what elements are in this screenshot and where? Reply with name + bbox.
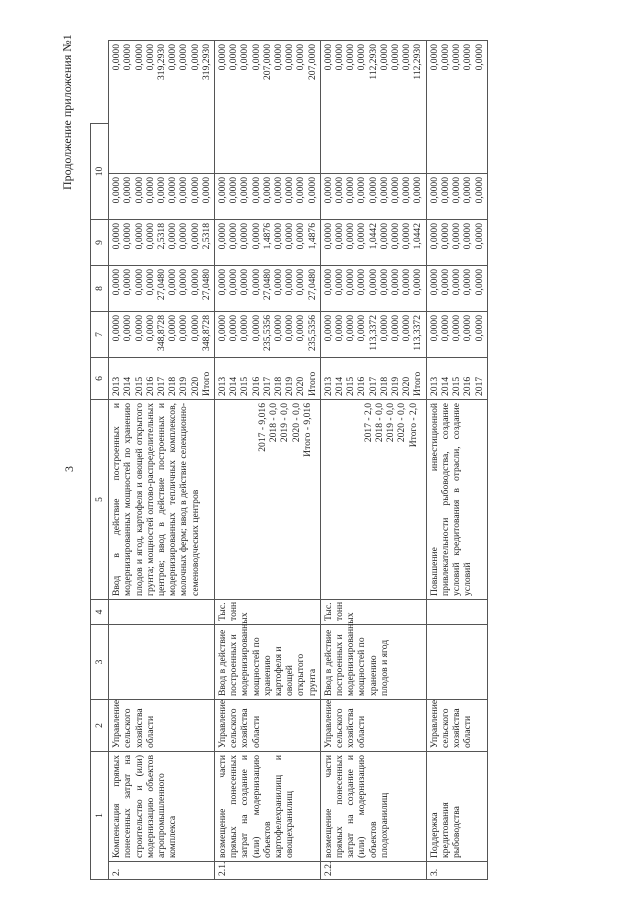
col8-values-value: 0,0000 — [122, 222, 134, 250]
col8-values-value: 2,5318 — [156, 222, 168, 250]
column-header: 8 — [91, 265, 109, 311]
col6-values-value: 235,5356 — [306, 314, 318, 351]
row-number: 2.1. — [215, 862, 321, 880]
col6-values-value: 348,8728 — [200, 314, 212, 351]
col9-values-value: 0,0000 — [122, 176, 134, 204]
col7-values-value: 0,0000 — [178, 268, 190, 296]
col7-values-value: 0,0000 — [111, 268, 123, 296]
column-header: 4 — [91, 599, 109, 624]
year-list-value: Итого — [412, 371, 424, 396]
year-list-value: 2018 — [273, 376, 285, 396]
column-header: 6 — [91, 357, 109, 399]
col6-values-value: 348,8728 — [156, 314, 168, 351]
col7-values-value: 0,0000 — [473, 268, 485, 296]
col7-values — [215, 265, 321, 311]
result-split-line: 2019 - 0,0 — [385, 402, 397, 443]
row-name: возмещение части прямых понесенных затрат на создание и (или) модернизацию объектов картофелехранилищ и овощехранилищ — [215, 751, 321, 861]
year-list — [426, 357, 487, 399]
result-text: Ввод в действие построенных и модернизированных мощностей по хранению плодов и ягод, картофеля и овощей открытого грунта; мощностей оптово-распределительных центров; ввод в действие построенных и модернизированных тепличных комплексов, молочных ферм; ввод в действие селекционно-семеноводческих центров — [111, 402, 201, 596]
row-executor: Управление сельского хозяйства области — [215, 699, 321, 751]
col9-values-value: 0,0000 — [178, 176, 190, 204]
year-list-value: 2014 — [334, 376, 346, 396]
year-list-value: 2017 — [261, 376, 273, 396]
result-split-line: Итого - 9,016 — [301, 402, 313, 457]
col10-values-value: 0,0000 — [428, 44, 440, 71]
row-executor: Управление сельского хозяйства области — [109, 699, 215, 751]
col6-values-value: 0,0000 — [239, 314, 251, 342]
col10-values-value: 0,0000 — [378, 44, 390, 71]
col9-values-value: 0,0000 — [250, 176, 262, 204]
col7-values-value: 27,0480 — [261, 268, 273, 301]
result-split-line: 2020 - 0,0 — [396, 402, 408, 443]
col9-values-value: 0,0000 — [390, 176, 402, 204]
year-list — [320, 357, 426, 399]
col6-values-value: 0,0000 — [401, 314, 413, 342]
row-unit: Тыс. тонн — [215, 599, 321, 624]
col8-values-value: 0,0000 — [473, 222, 485, 250]
year-list-value: Итого — [200, 371, 212, 396]
col8-values-value: 0,0000 — [217, 222, 229, 250]
col8-values-value: 2,5318 — [200, 222, 212, 250]
col7-values-value: 0,0000 — [356, 268, 368, 296]
col9-values-value: 0,0000 — [473, 176, 485, 204]
col6-values-value: 0,0000 — [284, 314, 296, 342]
col6-values-value: 113,3372 — [412, 314, 424, 351]
col8-values-value: 1,4876 — [306, 222, 318, 250]
col6-values-value: 0,0000 — [122, 314, 134, 342]
col10-values-value: 0,0000 — [356, 44, 368, 71]
col8-values-value: 0,0000 — [428, 222, 440, 250]
col9-values-value: 0,0000 — [239, 176, 251, 204]
row-unit — [426, 599, 487, 624]
col8-values-value: 0,0000 — [345, 222, 357, 250]
col7-values-value: 27,0480 — [306, 268, 318, 301]
col7-values-value: 0,0000 — [228, 268, 240, 296]
year-list-value: 2017 — [367, 376, 379, 396]
col6-values-value: 0,0000 — [428, 314, 440, 342]
table-row — [320, 41, 426, 880]
col10-values-value: 0,0000 — [451, 44, 463, 71]
col9-values-value: 0,0000 — [439, 176, 451, 204]
col10-values-value: 207,0000 — [261, 44, 273, 80]
col7-values-value: 0,0000 — [284, 268, 296, 296]
year-list-value: 2015 — [345, 376, 357, 396]
year-list-value: 2017 — [156, 376, 168, 396]
row-name: Поддержка кредитования рыбоводства — [426, 751, 487, 861]
col9-values-value: 0,0000 — [356, 176, 368, 204]
column-header: 3 — [91, 624, 109, 699]
year-list-value: 2016 — [356, 376, 368, 396]
col8-values — [320, 219, 426, 265]
row-number: 2. — [109, 862, 215, 880]
year-list-value: 2017 — [473, 376, 485, 396]
page-number: 3 — [62, 466, 76, 472]
col9-values-value: 0,0000 — [133, 176, 145, 204]
col7-values-value: 0,0000 — [367, 268, 379, 296]
col8-values-value: 0,0000 — [133, 222, 145, 250]
appendix-heading: Продолжение приложения №1 — [60, 34, 74, 190]
col10-values-value: 0,0000 — [167, 44, 179, 71]
column-header: 1 — [91, 751, 109, 879]
rotated-content — [60, 34, 620, 880]
col9-values-value: 0,0000 — [273, 176, 285, 204]
year-list-value: 2016 — [250, 376, 262, 396]
year-list-value: 2019 — [284, 376, 296, 396]
col8-values-value: 0,0000 — [390, 222, 402, 250]
col7-values-value: 0,0000 — [189, 268, 201, 296]
col7-values-value: 0,0000 — [144, 268, 156, 296]
col8-values-value: 1,0442 — [367, 222, 379, 250]
col10-values-value: 0,0000 — [401, 44, 413, 71]
col8-values-value: 0,0000 — [189, 222, 201, 250]
col10-values-value: 0,0000 — [439, 44, 451, 71]
year-list-value: 2014 — [439, 376, 451, 396]
col9-values — [215, 173, 321, 219]
col6-values-value: 0,0000 — [217, 314, 229, 342]
col10-values-value: 0,0000 — [217, 44, 229, 71]
col8-values-value: 0,0000 — [356, 222, 368, 250]
col8-values-value: 0,0000 — [462, 222, 474, 250]
col9-values-value: 0,0000 — [451, 176, 463, 204]
col10-values-value: 0,0000 — [228, 44, 240, 71]
col7-values — [426, 265, 487, 311]
col6-values-value: 0,0000 — [322, 314, 334, 342]
result-split-line: Итого - 2,0 — [407, 402, 419, 448]
year-list-value: 2019 — [178, 376, 190, 396]
col9-values-value: 0,0000 — [345, 176, 357, 204]
table-body — [109, 41, 488, 880]
col10-values-value: 319,2930 — [156, 44, 168, 80]
col7-values-value: 0,0000 — [167, 268, 179, 296]
col8-values-value: 0,0000 — [378, 222, 390, 250]
col7-values-value: 0,0000 — [428, 268, 440, 296]
col7-values-value: 0,0000 — [322, 268, 334, 296]
col8-values — [109, 219, 215, 265]
year-list-value: 2013 — [428, 376, 440, 396]
result-split-line: 2018 - 0,0 — [374, 402, 386, 443]
col7-values-value: 0,0000 — [401, 268, 413, 296]
year-list — [109, 357, 215, 399]
col9-values-value: 0,0000 — [167, 176, 179, 204]
row-number: 3. — [426, 862, 487, 880]
col6-values-value: 0,0000 — [345, 314, 357, 342]
row-unit — [109, 599, 215, 624]
row-indicator: Ввод в действие построенных и модернизированных мощностей по хранению картофеля и овощей открытого грунта — [215, 624, 321, 699]
year-list-value: 2018 — [378, 376, 390, 396]
col8-values-value: 0,0000 — [401, 222, 413, 250]
col7-values-value: 0,0000 — [412, 268, 424, 296]
year-list-value: Итого — [306, 371, 318, 396]
col10-values-value: 0,0000 — [178, 44, 190, 71]
year-list-value: 2013 — [322, 376, 334, 396]
year-list-value: 2013 — [111, 376, 123, 396]
col9-values-value: 0,0000 — [412, 176, 424, 204]
col8-values-value: 1,4876 — [261, 222, 273, 250]
year-list-value: 2014 — [122, 376, 134, 396]
result-split-line: 2019 - 0,0 — [279, 402, 291, 443]
col9-values-value: 0,0000 — [334, 176, 346, 204]
result-split-line: 2017 - 9,016 — [257, 402, 269, 452]
col6-values-value: 0,0000 — [228, 314, 240, 342]
col8-values-value: 0,0000 — [167, 222, 179, 250]
col10-values-value: 0,0000 — [239, 44, 251, 71]
col9-values-value: 0,0000 — [401, 176, 413, 204]
col8-values-value: 0,0000 — [250, 222, 262, 250]
col6-values-value: 0,0000 — [390, 314, 402, 342]
col7-values-value: 0,0000 — [451, 268, 463, 296]
col7-values-value: 27,0480 — [200, 268, 212, 301]
col8-values-value: 0,0000 — [334, 222, 346, 250]
col6-values-value: 0,0000 — [451, 314, 463, 342]
col10-values-value: 112,2930 — [412, 44, 424, 80]
row-name: возмещение части прямых понесенных затрат на создание и (или) модернизацию объектов плодохранилищ — [320, 751, 426, 861]
col7-values-value: 0,0000 — [462, 268, 474, 296]
year-list-value: 2013 — [217, 376, 229, 396]
col9-values-value: 0,0000 — [462, 176, 474, 204]
year-list-value: 2016 — [144, 376, 156, 396]
col9-values — [426, 173, 487, 219]
col10-values-value: 319,2930 — [200, 44, 212, 80]
row-indicator — [109, 624, 215, 699]
col7-values-value: 0,0000 — [250, 268, 262, 296]
col10-values — [109, 41, 215, 174]
row-name: Компенсация прямых понесенных затрат на строительство и (или) модернизацию объектов агропромышленного комплекса — [109, 751, 215, 861]
col10-values-value: 0,0000 — [334, 44, 346, 71]
year-list-value: 2016 — [462, 376, 474, 396]
table-row — [109, 41, 215, 880]
col8-values-value: 0,0000 — [111, 222, 123, 250]
year-list-value: 2015 — [451, 376, 463, 396]
col10-values — [426, 41, 487, 174]
program-table — [90, 40, 488, 880]
col8-values-value: 1,0442 — [412, 222, 424, 250]
col8-values — [215, 219, 321, 265]
col7-values-value: 0,0000 — [295, 268, 307, 296]
column-header: 10 — [91, 123, 109, 219]
col6-values-value: 0,0000 — [133, 314, 145, 342]
col7-values — [320, 265, 426, 311]
row-result — [320, 399, 426, 599]
col6-values — [215, 311, 321, 357]
year-list-value: 2020 — [189, 376, 201, 396]
table-row — [426, 41, 487, 880]
row-indicator — [426, 624, 487, 699]
result-text: Повышение инвестиционной привлекательности рыбоводства, создание условий кредитования в отрасли, создание условий — [428, 402, 474, 596]
col9-values-value: 0,0000 — [295, 176, 307, 204]
column-header: 5 — [91, 399, 109, 599]
col6-values-value: 235,5356 — [261, 314, 273, 351]
col10-values-value: 0,0000 — [390, 44, 402, 71]
col9-values-value: 0,0000 — [428, 176, 440, 204]
col8-values-value: 0,0000 — [144, 222, 156, 250]
col10-values — [215, 41, 321, 174]
col10-values-value: 0,0000 — [284, 44, 296, 71]
col7-values-value: 0,0000 — [122, 268, 134, 296]
col9-values-value: 0,0000 — [228, 176, 240, 204]
col6-values-value: 0,0000 — [111, 314, 123, 342]
col10-values — [320, 41, 426, 174]
col9-values-value: 0,0000 — [156, 176, 168, 204]
column-number-row — [91, 41, 109, 880]
col6-values-value: 113,3372 — [367, 314, 379, 351]
year-list-value: 2020 — [401, 376, 413, 396]
row-unit: Тыс. тонн — [320, 599, 426, 624]
col7-values-value: 0,0000 — [334, 268, 346, 296]
year-list-value: 2018 — [167, 376, 179, 396]
col6-values-value: 0,0000 — [473, 314, 485, 342]
year-list-value: 2019 — [390, 376, 402, 396]
col10-values-value: 112,2930 — [367, 44, 379, 80]
column-header: 9 — [91, 219, 109, 265]
col6-values-value: 0,0000 — [250, 314, 262, 342]
col6-values-value: 0,0000 — [334, 314, 346, 342]
result-split-line: 2017 - 2,0 — [362, 402, 374, 443]
col9-values-value: 0,0000 — [306, 176, 318, 204]
year-list-value: 2014 — [228, 376, 240, 396]
col8-values-value: 0,0000 — [439, 222, 451, 250]
col9-values-value: 0,0000 — [378, 176, 390, 204]
col8-values-value: 0,0000 — [284, 222, 296, 250]
result-split-line: 2020 - 0,0 — [290, 402, 302, 443]
col9-values-value: 0,0000 — [261, 176, 273, 204]
table-row — [215, 41, 321, 880]
col7-values-value: 0,0000 — [378, 268, 390, 296]
col6-values-value: 0,0000 — [462, 314, 474, 342]
col6-values-value: 0,0000 — [295, 314, 307, 342]
col9-values-value: 0,0000 — [217, 176, 229, 204]
col7-values-value: 0,0000 — [439, 268, 451, 296]
col9-values-value: 0,0000 — [322, 176, 334, 204]
col9-values-value: 0,0000 — [367, 176, 379, 204]
col6-values — [109, 311, 215, 357]
col10-values-value: 0,0000 — [250, 44, 262, 71]
year-list-value: 2015 — [133, 376, 145, 396]
col8-values-value: 0,0000 — [239, 222, 251, 250]
col9-values-value: 0,0000 — [144, 176, 156, 204]
col6-values-value: 0,0000 — [378, 314, 390, 342]
col9-values — [320, 173, 426, 219]
col10-values-value: 0,0000 — [322, 44, 334, 71]
col6-values — [426, 311, 487, 357]
col6-values-value: 0,0000 — [273, 314, 285, 342]
result-split-line: 2018 - 0,0 — [268, 402, 280, 443]
col8-values-value: 0,0000 — [228, 222, 240, 250]
col8-values-value: 0,0000 — [322, 222, 334, 250]
col6-values-value: 0,0000 — [439, 314, 451, 342]
row-executor: Управление сельского хозяйства области — [320, 699, 426, 751]
col9-values-value: 0,0000 — [284, 176, 296, 204]
row-result — [426, 399, 487, 599]
col10-values-value: 0,0000 — [144, 44, 156, 71]
row-executor: Управление сельского хозяйства области — [426, 699, 487, 751]
row-indicator: Ввод в действие построенных и модернизированных мощностей по хранению плодов и ягод — [320, 624, 426, 699]
col10-values-value: 0,0000 — [462, 44, 474, 71]
col7-values-value: 0,0000 — [239, 268, 251, 296]
col10-values-value: 0,0000 — [111, 44, 123, 71]
col7-values-value: 0,0000 — [217, 268, 229, 296]
col6-values-value: 0,0000 — [356, 314, 368, 342]
col7-values-value: 0,0000 — [273, 268, 285, 296]
col10-values-value: 0,0000 — [295, 44, 307, 71]
col8-values-value: 0,0000 — [273, 222, 285, 250]
col8-values-value: 0,0000 — [178, 222, 190, 250]
col7-values-value: 27,0480 — [156, 268, 168, 301]
col8-values-value: 0,0000 — [295, 222, 307, 250]
col6-values-value: 0,0000 — [167, 314, 179, 342]
col7-values-value: 0,0000 — [390, 268, 402, 296]
row-result — [215, 399, 321, 599]
col9-values-value: 0,0000 — [200, 176, 212, 204]
col8-values-value: 0,0000 — [451, 222, 463, 250]
col6-values — [320, 311, 426, 357]
col10-values-value: 0,0000 — [273, 44, 285, 71]
col10-values-value: 0,0000 — [473, 44, 485, 71]
row-result — [109, 399, 215, 599]
col10-values-value: 0,0000 — [189, 44, 201, 71]
year-list-value: 2020 — [295, 376, 307, 396]
column-header: 7 — [91, 311, 109, 357]
col9-values-value: 0,0000 — [189, 176, 201, 204]
col7-values-value: 0,0000 — [133, 268, 145, 296]
col10-values-value: 207,0000 — [306, 44, 318, 80]
col6-values-value: 0,0000 — [144, 314, 156, 342]
col10-values-value: 0,0000 — [122, 44, 134, 71]
col10-values-value: 0,0000 — [345, 44, 357, 71]
col10-values-value: 0,0000 — [133, 44, 145, 71]
year-list-value: 2015 — [239, 376, 251, 396]
col6-values-value: 0,0000 — [189, 314, 201, 342]
col8-values — [426, 219, 487, 265]
col9-values-value: 0,0000 — [111, 176, 123, 204]
row-number: 2.2. — [320, 862, 426, 880]
col7-values — [109, 265, 215, 311]
col7-values-value: 0,0000 — [345, 268, 357, 296]
col9-values — [109, 173, 215, 219]
year-list — [215, 357, 321, 399]
col6-values-value: 0,0000 — [178, 314, 190, 342]
column-header: 2 — [91, 699, 109, 751]
